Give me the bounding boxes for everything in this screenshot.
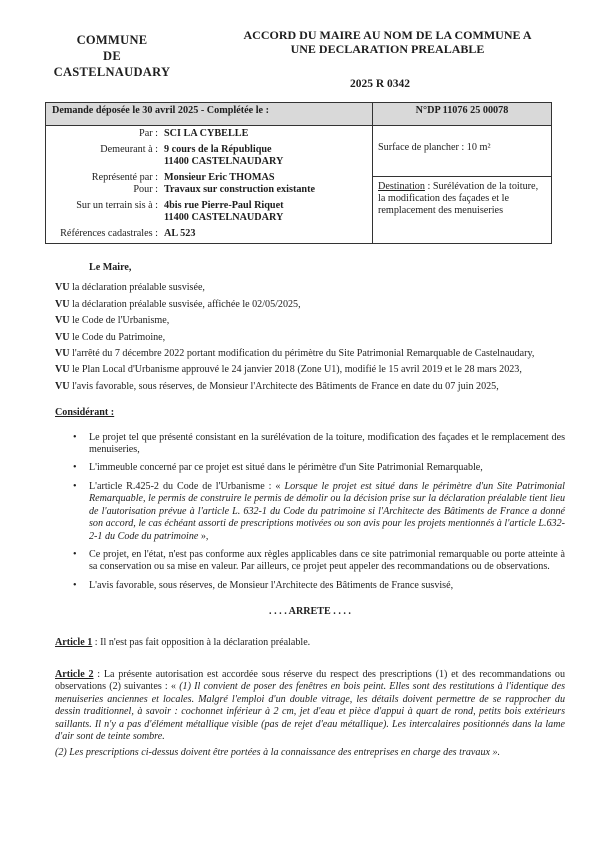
commune-line: DE — [103, 49, 121, 63]
table-body-row — [46, 126, 552, 244]
table-row: 11400 CASTELNAUDARY — [164, 156, 284, 167]
request-info-table — [45, 102, 552, 244]
mayor-heading: Le Maire, — [89, 262, 132, 273]
list-item: • L'avis favorable, sous réserves, de Monsieur l'Architecte des Bâtiments de France susvisé, — [55, 580, 565, 592]
table-row: Représenté par : Monsieur Eric THOMAS — [91, 172, 275, 183]
article-2-text: : La présente autorisation est accordée sous réserve du respect des prescriptions (1) et des recommandations ou observations (2) suivantes : « — [55, 668, 565, 693]
applicant-details — [46, 126, 373, 244]
list-item: VU le Plan Local d'Urbanisme approuvé le 24 janvier 2018 (Zone U1), modifié le 15 avril 2019 et le 28 mars 2023, — [55, 364, 522, 376]
article-1 — [55, 637, 565, 649]
floor-area: Surface de plancher : 10 m² — [378, 142, 491, 153]
article-2-quote: (1) Il convient de poser des fenêtres en bois peint. Elles sont des restitutions à l'identique des menuiseries anciennes et locales. Malgré l'emploi d'un double vitrage, les détails doivent permettre de se rapprocher du dessin traditionnel, à savoir : cochonnet inférieur à 2 cm, jet d'eau et pièce d'appui à quart de rond, petits bois extérieurs saillants. Il n'y a pas d'élément métallique visible (pas de rejet d'eau métallique). Les intercalaires positionnés dans la lame d'air sont de teinte sombre. — [55, 681, 566, 742]
file-number: N°DP 11076 25 00078 — [373, 103, 552, 126]
title-line: UNE DECLARATION PREALABLE — [290, 42, 485, 56]
reference-number: 2025 R 0342 — [350, 78, 411, 90]
arrete-heading: . . . . ARRETE . . . . — [269, 606, 351, 618]
deposit-date: Demande déposée le 30 avril 2025 - Complétée le : — [46, 103, 373, 126]
table-row: Demeurant à : 9 cours de la République — [100, 144, 272, 155]
project-summary — [373, 126, 552, 244]
article-1-label: Article 1 — [55, 636, 93, 648]
document-title — [200, 28, 575, 56]
list-item: • Le projet tel que présenté consistant en la surélévation de la toiture, modification des façades et le remplacement des menuiseries, — [55, 432, 565, 457]
list-item: • Ce projet, en l'état, n'est pas conforme aux règles applicables dans ce site patrimonial remarquable ou porte atteinte à sa conservation ou sa mise en valeur. Par ailleurs, ce projet peut appeler des recommandations ou de observations. — [55, 549, 565, 574]
commune-line: CASTELNAUDARY — [53, 65, 171, 79]
list-item: • L'immeuble concerné par ce projet est situé dans le périmètre d'un Site Patrimonial Remarquable, — [55, 462, 565, 474]
list-item: VU l'avis favorable, sous réserves, de Monsieur l'Architecte des Bâtiments de France en date du 07 juin 2025, — [55, 380, 499, 392]
table-header-row — [46, 103, 552, 126]
list-item: VU la déclaration préalable susvisée, — [55, 282, 205, 294]
list-item: VU le Code de l'Urbanisme, — [55, 315, 170, 327]
article-2-note: (2) Les prescriptions ci-dessus doivent être portées à la connaissance des entreprises en charge des travaux ». — [55, 747, 501, 759]
list-item: VU la déclaration préalable susvisée, affichée le 02/05/2025, — [55, 298, 301, 310]
vu-list — [55, 282, 565, 393]
title-line: ACCORD DU MAIRE AU NOM DE LA COMMUNE A — [243, 28, 532, 42]
commune-line: COMMUNE — [76, 33, 148, 47]
table-row: Par : SCI LA CYBELLE — [139, 128, 249, 139]
list-item: VU l'arrêté du 7 décembre 2022 portant modification du périmètre du Site Patrimonial Remarquable de Castelnaudary, — [55, 348, 535, 360]
table-row: Sur un terrain sis à : 4bis rue Pierre-Paul Riquet — [76, 200, 284, 211]
table-row: Références cadastrales : AL 523 — [60, 228, 196, 239]
considerant-heading: Considérant : — [55, 407, 115, 419]
commune-block — [52, 32, 172, 80]
article-2 — [55, 669, 565, 743]
article-1-text: : Il n'est pas fait opposition à la déclaration préalable. — [92, 636, 311, 648]
table-row: Pour : Travaux sur construction existante — [133, 184, 316, 195]
list-item: • L'article R.425-2 du Code de l'Urbanisme : « Lorsque le projet est situé dans le périmètre d'un Site Patrimonial Remarquable, le permis de construire le permis de démolir ou la décision prise sur la déclaration préalable tient lieu de l'autorisation prévue à l'article L. 632-1 du Code du patrimoine si l'Architecte des Bâtiments de France a donné son accord, le cas échéant assorti de prescriptions motivées ou son avis pour les projets mentionnés à l'article L.632-2-1 du Code du patrimoine », — [55, 481, 565, 543]
destination — [378, 181, 546, 217]
destination-label: Destination — [378, 181, 425, 192]
destination-text: : Surélévation de la toiture, la modification des façades et le remplacement des menuiseries — [378, 181, 539, 216]
considerant-list — [55, 432, 565, 592]
table-row: 11400 CASTELNAUDARY — [164, 212, 284, 223]
considerations-section — [55, 262, 565, 760]
article-2-label: Article 2 — [55, 668, 94, 680]
list-item: VU le Code du Patrimoine, — [55, 331, 166, 343]
